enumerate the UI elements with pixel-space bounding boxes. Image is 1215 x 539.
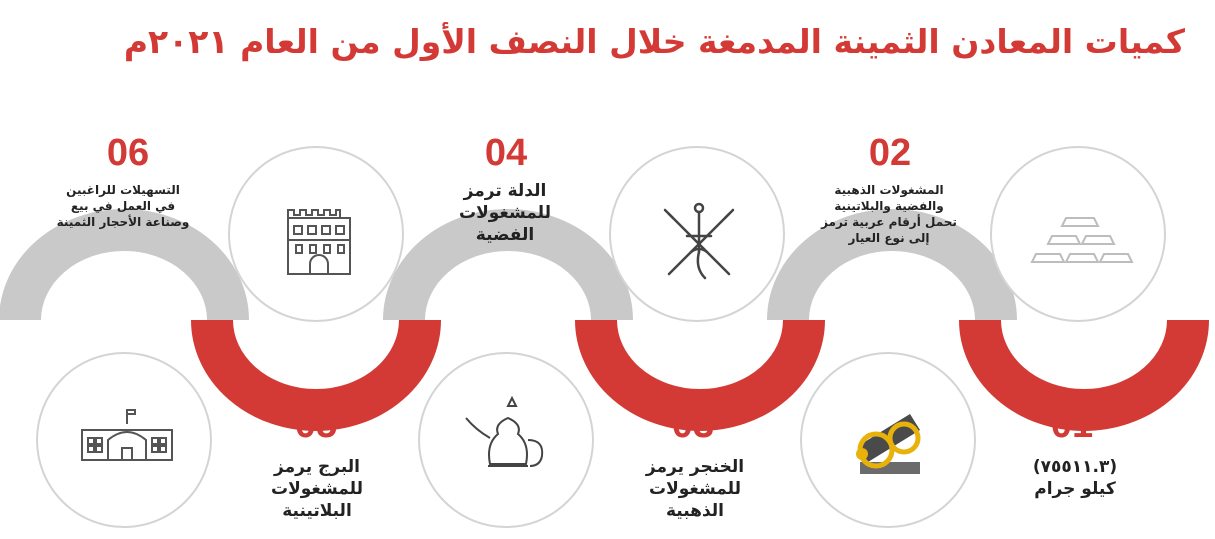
page-title: كميات المعادن الثمينة المدمغة خلال النصف الأول من العام ٢٠٢١م (123, 22, 1185, 61)
circle-step-02 (990, 146, 1166, 322)
wave-segment-gray-1 (20, 230, 228, 320)
circle-step-03 (418, 352, 594, 528)
step-text-line: البرج يرمز (274, 457, 360, 477)
wave-segment-red-2 (596, 320, 804, 410)
step-text-line: المشغولات الذهبية (834, 183, 944, 197)
step-text-line: (٧٥٥١١.٣) (1032, 457, 1118, 477)
step-text-line: للمشغولات (458, 203, 551, 223)
step-text-line: الذهبية (665, 501, 724, 521)
step-text-05 (232, 456, 402, 522)
step-number-05: 05 (294, 404, 338, 446)
step-text-line: الفضية (475, 225, 535, 245)
step-text-04 (420, 180, 590, 246)
circle-step-06 (228, 146, 404, 322)
step-text-02 (796, 182, 982, 246)
circle-step-04 (609, 146, 785, 322)
step-text-line: الدلة ترمز (463, 181, 547, 201)
step-text-line: للمشغولات (648, 479, 741, 499)
step-text-line: التسهيلات للراغبين (66, 183, 180, 197)
wave-segment-red-3 (980, 320, 1188, 410)
step-number-06: 06 (106, 132, 150, 174)
circle-step-01 (800, 352, 976, 528)
gold-bars-icon (992, 148, 1168, 324)
step-text-line: للمشغولات (270, 479, 363, 499)
step-text-line: والفضية والبلاتينية (834, 199, 944, 213)
step-text-line: في العمل في بيع (70, 199, 176, 213)
step-text-03 (610, 456, 780, 522)
step-text-06 (30, 182, 216, 230)
step-number-02: 02 (868, 132, 912, 174)
khanjar-emblem-icon (611, 148, 787, 324)
cannon-icon (802, 354, 978, 530)
circle-step-05 (36, 352, 212, 528)
step-text-line: وصناعة الأحجار الثمينة (56, 215, 190, 229)
step-text-line: تحمل أرقام عربية ترمز (821, 215, 957, 229)
step-text-line: إلى نوع العيار (848, 231, 930, 245)
step-text-line: كيلو جرام (1034, 479, 1116, 499)
step-number-01: 01 (1050, 404, 1094, 446)
step-number-03: 03 (671, 404, 715, 446)
step-text-line: البلاتينية (282, 501, 352, 521)
step-text-01 (990, 456, 1160, 500)
tower-building-icon (38, 354, 214, 530)
step-number-04: 04 (484, 132, 528, 174)
fort-icon (230, 148, 406, 324)
coffee-pot-icon (420, 354, 596, 530)
wave-segment-red-1 (212, 320, 420, 410)
step-text-line: الخنجر يرمز (645, 457, 745, 477)
